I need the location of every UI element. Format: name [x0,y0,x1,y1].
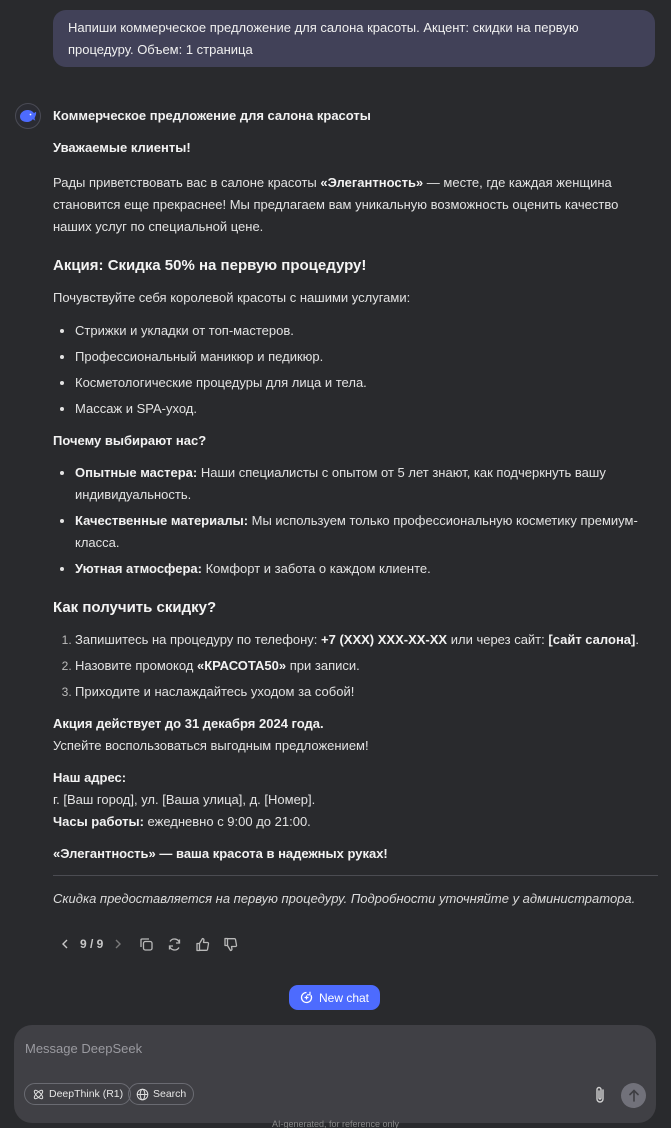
answer-title: Коммерческое предложение для салона красоты [53,108,371,123]
hours-label: Часы работы: [53,814,144,829]
services-lead: Почувствуйте себя королевой красоты с нашими услугами: [53,290,411,305]
step1-mid: или через сайт: [447,632,549,647]
regenerate-icon[interactable] [165,935,183,953]
list-item: • Стрижки и укладки от топ-мастеров. [75,320,658,342]
attach-icon[interactable] [592,1085,610,1105]
atom-icon [32,1088,45,1101]
arrow-up-icon [628,1089,640,1102]
globe-icon [136,1088,149,1101]
chevron-left-icon[interactable] [56,935,74,953]
reason-label: Качественные материалы: [75,513,249,528]
why-heading: Почему выбирают нас? [53,433,207,448]
step1-prefix: Запишитесь на процедуру по телефону: [75,632,322,647]
list-item: 3. Приходите и наслаждайтесь уходом за собой! [75,681,658,703]
intro-prefix: Рады приветствовать вас в салоне красоты [53,175,321,190]
step2-prefix: Назовите промокод [75,658,197,673]
address: г. [Ваш город], ул. [Ваша улица], д. [Номер]. [53,792,316,807]
search-label: Search [153,1088,187,1100]
intro-suffix: — месте, где каждая женщина становится еще прекраснее! Мы предлагаем вам уникальную возможность оценить качество наших услуг по специальной цене. [53,175,619,234]
address-label: Наш адрес: [53,770,127,785]
message-actions [56,933,239,955]
list-item [75,655,658,677]
promo-heading: Акция: Скидка 50% на первую процедуру! [53,257,367,274]
reasons-list [75,462,658,580]
search-toggle[interactable] [128,1083,194,1105]
salon-name: «Элегантность» [320,175,424,190]
promo-code: «КРАСОТА50» [196,658,287,673]
deepthink-label: DeepThink (R1) [49,1088,124,1100]
greeting: Уважаемые клиенты! [53,140,191,155]
hours: ежедневно с 9:00 до 21:00. [143,814,311,829]
phone-number: +7 (XXX) XXX-XX-XX [321,632,448,647]
user-message-bubble [53,10,655,67]
how-heading: Как получить скидку? [53,599,217,616]
reason-label: Уютная атмосфера: [75,561,202,576]
send-button[interactable] [621,1083,646,1108]
slogan: «Элегантность» — ваша красота в надежных руках! [53,846,388,861]
thumbs-up-icon[interactable] [193,935,211,953]
deadline-sub: Успейте воспользоваться выгодным предложением! [53,738,369,753]
intro-paragraph [53,172,658,238]
copy-icon[interactable] [137,935,155,953]
reason-text: Мы используем только профессиональную косметику премиум-класса. [75,513,638,550]
deepthink-toggle[interactable] [24,1083,131,1105]
list-item [75,462,658,506]
new-chat-icon [300,991,313,1004]
response-pager [56,935,127,953]
list-item: • Косметологические процедуры для лица и тела. [75,372,658,394]
new-chat-button[interactable] [289,985,380,1010]
step1-suffix: . [635,632,639,647]
message-input[interactable] [25,1037,585,1059]
reason-label: Опытные мастера: [75,465,198,480]
new-chat-label: New chat [318,990,370,1005]
list-item [75,558,658,580]
divider [53,875,658,876]
list-item: • Профессиональный маникюр и педикюр. [75,346,658,368]
deadline: Акция действует до 31 декабря 2024 года. [53,716,324,731]
site-link: [сайт салона] [548,632,636,647]
reason-text: Комфорт и забота о каждом клиенте. [202,561,431,576]
deepseek-logo-icon [15,103,41,129]
list-item [75,629,658,651]
pager-text: 9 / 9 [80,937,104,951]
step2-suffix: при записи. [286,658,360,673]
reason-text: Наши специалисты с опытом от 5 лет знают, как подчеркнуть вашу индивидуальность. [75,465,606,502]
list-item: • Массаж и SPA-уход. [75,398,658,420]
thumbs-down-icon[interactable] [221,935,239,953]
user-message-text: Напиши коммерческое предложение для салона красоты. Акцент: скидки на первую процедуру. Объем: 1 страница [68,20,579,57]
footer-note: AI-generated, for reference only [271,1119,400,1128]
steps-list [75,629,658,703]
chevron-right-icon[interactable] [109,935,127,953]
disclaimer: Скидка предоставляется на первую процедуру. Подробности уточняйте у администратора. [53,891,636,906]
services-list [75,320,658,420]
assistant-answer [53,105,658,921]
message-composer [14,1025,656,1123]
list-item [75,510,658,554]
